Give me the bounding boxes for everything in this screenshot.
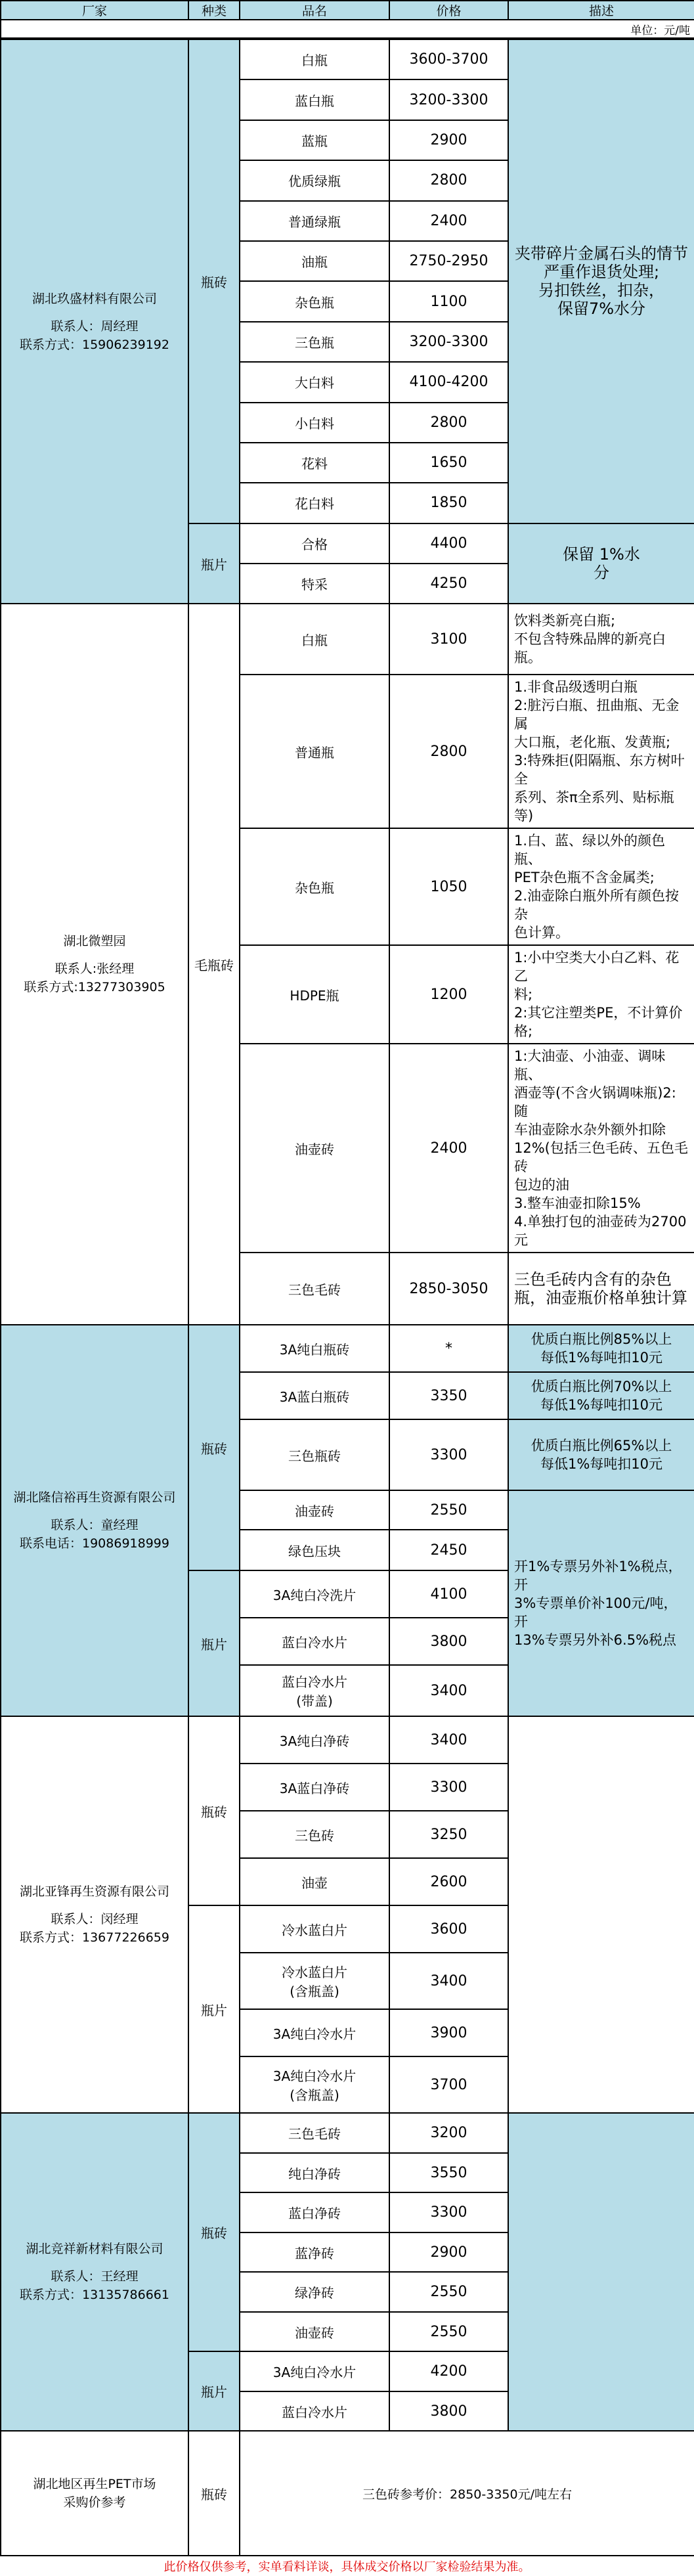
company-name: 湖北竞祥新材料有限公司 [26,2242,163,2257]
note-line: 系列、茶π全系列、贴标瓶等) [514,789,674,824]
unit-row [1,20,694,38]
company-name: 湖北隆信裕再生资源有限公司 [13,1490,176,1505]
description-cell [508,523,694,604]
product-price: 2850-3050 [389,1253,508,1325]
product-price: * [389,1325,508,1372]
company-name: 湖北微塑园 [63,934,126,949]
product-name: 小白料 [240,403,389,443]
description-cell [508,1716,694,2113]
note-line: 1:大油壶、小油壶、调味瓶、 [514,1048,666,1083]
product-name: 蓝白冷水片 [240,2391,389,2432]
product-name: 杂色瓶 [240,281,389,321]
product-price: 3200-3300 [389,79,508,120]
category-cell: 瓶片 [188,1570,240,1716]
category-cell: 瓶砖 [188,1716,240,1905]
note-line: 不包含特殊品牌的新亮白 [514,631,666,648]
product-name: 3A纯白瓶砖 [240,1325,389,1372]
note-line: 1:小中空类大小白乙料、花乙 [514,950,680,985]
product-name: 3A纯白冷水片 (含瓶盖) [240,2056,389,2113]
company-cell [1,1325,188,1716]
product-price: 1650 [389,443,508,483]
note-line: 保留7%水分 [557,300,646,319]
product-name: 蓝白瓶 [240,79,389,120]
product-price: 3550 [389,2153,508,2193]
note-line: 严重作退货处理; [543,263,660,282]
product-name: 三色毛砖 [240,1253,389,1325]
product-name: 纯白净砖 [240,2153,389,2193]
product-name: 合格 [240,523,389,564]
product-name: 冷水蓝白片 [240,1905,389,1953]
note-line: 开1%专票另外补1%税点，开 [514,1559,682,1593]
product-row [1,2113,694,2153]
product-price: 1850 [389,483,508,523]
company-name: 湖北玖盛材料有限公司 [32,291,157,306]
note-line: 优质白瓶比例70%以上 [531,1379,672,1395]
category-cell: 毛瓶砖 [188,604,240,1325]
product-name: 3A纯白冷洗片 [240,1570,389,1618]
note-line: 1.白、蓝、绿以外的颜色瓶、 [514,833,666,868]
product-price: 2400 [389,201,508,241]
product-name: 3A纯白冷水片 [240,2009,389,2056]
product-name: 三色毛砖 [240,2113,389,2153]
description-cell [508,1253,694,1325]
product-price: 3800 [389,1618,508,1665]
product-name: 花料 [240,443,389,483]
description-cell [508,1044,694,1253]
product-name: 白瓶 [240,604,389,675]
category-cell: 瓶砖 [188,39,240,523]
product-name: 蓝白冷水片 (带盖) [240,1665,389,1716]
category-cell: 瓶片 [188,523,240,604]
product-name: 绿净砖 [240,2272,389,2312]
category-cell: 瓶片 [188,1905,240,2113]
product-price: 4100 [389,1570,508,1618]
note-line: 3:特殊拒(阳隔瓶、东方树叶全 [514,753,685,788]
note-line: 保留 1%水 [563,545,640,564]
company-cell [1,39,188,604]
product-price: 4100-4200 [389,362,508,402]
product-price: 2450 [389,1530,508,1570]
product-price: 2550 [389,2312,508,2352]
product-price: 2750-2950 [389,241,508,281]
note-line: 夹带碎片金属石头的情节 [515,244,688,263]
note-line: PET杂色瓶不含金属类; [514,870,655,886]
product-price: 3900 [389,2009,508,2056]
note-line: 车油壶除水杂外额外扣除 [514,1122,666,1138]
product-row [1,604,694,675]
note-line: 三色毛砖内含有的杂色 [514,1270,672,1289]
header-price: 价格 [389,1,508,20]
company-name: 湖北亚锋再生资源有限公司 [19,1884,169,1899]
product-name: 优质绿瓶 [240,160,389,200]
contact-person: 联系人：童经理 [51,1518,139,1533]
product-price: 1100 [389,281,508,321]
description-cell [508,39,694,523]
reference-price: 三色砖参考价：2850-3350元/吨左右 [240,2431,694,2556]
contact-person: 联系人：闵经理 [51,1912,139,1927]
note-line: 瓶。 [514,650,542,666]
header-manufacturer: 厂家 [1,1,188,20]
product-name: 3A纯白冷水片 [240,2351,389,2391]
description-cell [508,604,694,675]
product-price: 4250 [389,564,508,604]
contact-phone: 联系方式:13277303905 [24,980,165,995]
note-line: 色计算。 [514,925,569,941]
contact-person: 联系人：王经理 [51,2269,139,2284]
product-name: 3A蓝白瓶砖 [240,1372,389,1419]
product-name: 油壶砖 [240,1490,389,1530]
note-line: 包边的油 [514,1177,569,1193]
note-line: 酒壶等(不含火锅调味瓶)2:随 [514,1085,676,1120]
note-line: 2:脏污白瓶、扭曲瓶、无金属 [514,698,680,732]
header-category: 种类 [188,1,240,20]
product-price: 2800 [389,160,508,200]
note-line: 4.单独打包的油壶砖为2700元 [514,1214,687,1249]
note-line: 优质白瓶比例85%以上 [531,1331,672,1348]
header-product: 品名 [240,1,389,20]
disclaimer-text: 此价格仅供参考，实单看料详谈，具体成交价格以厂家检验结果为准。 [163,2560,531,2575]
product-name: 花白料 [240,483,389,523]
company-cell [1,2113,188,2431]
product-name: 蓝白净砖 [240,2192,389,2232]
note-line: 分 [594,564,609,583]
note-line: 2.油壶除白瓶外所有颜色按杂 [514,888,680,923]
product-name: 白瓶 [240,39,389,79]
product-name: HDPE瓶 [240,945,389,1044]
product-name: 油壶 [240,1858,389,1905]
product-price: 3700 [389,2056,508,2113]
product-name: 3A纯白净砖 [240,1716,389,1764]
note-line: 大口瓶，老化瓶、发黄瓶; [514,734,671,751]
product-price: 2550 [389,1490,508,1530]
note-line: 每低1%每吨扣10元 [540,1397,663,1413]
note-line: 13%专票另外补6.5%税点 [514,1632,677,1649]
unit-label: 单位：元/吨 [1,20,694,38]
product-price: 2600 [389,1858,508,1905]
product-name: 杂色瓶 [240,828,389,945]
reference-row [1,2431,694,2556]
note-line: 3.整车油壶扣除15% [514,1195,641,1212]
product-name: 油壶砖 [240,2312,389,2352]
note-line: 瓶，油壶瓶价格单独计算 [514,1289,687,1308]
product-name: 油壶砖 [240,1044,389,1253]
description-cell [508,1490,694,1716]
product-price: 3800 [389,2391,508,2432]
product-name: 蓝瓶 [240,120,389,160]
contact-person: 联系人:张经理 [54,962,135,977]
contact-person: 联系人：周经理 [51,319,139,334]
footer-table [0,2556,694,2576]
description-cell [508,675,694,828]
header-description: 描述 [508,1,694,20]
price-table-body [0,39,694,2556]
product-price: 3300 [389,1419,508,1490]
note-line: 另扣铁丝，扣杂， [538,281,664,300]
product-price: 2550 [389,2272,508,2312]
product-price: 3300 [389,1764,508,1811]
note-line: 2:其它注塑类PE，不计算价格; [514,1005,683,1040]
product-name: 普通瓶 [240,675,389,828]
product-name: 三色瓶 [240,322,389,362]
company-cell [1,604,188,1325]
description-cell [508,2113,694,2431]
product-price: 3600-3700 [389,39,508,79]
product-price: 4200 [389,2351,508,2391]
product-price: 3400 [389,1716,508,1764]
product-name: 特采 [240,564,389,604]
note-line: 3%专票单价补100元/吨，开 [514,1595,678,1630]
product-price: 3400 [389,1953,508,2009]
contact-phone: 联系方式：13135786661 [20,2288,169,2303]
note-line: 12%(包括三色毛砖、五色毛砖 [514,1140,688,1175]
product-price: 3250 [389,1811,508,1858]
product-name: 三色砖 [240,1811,389,1858]
company-name: 湖北地区再生PET市场 [33,2477,156,2492]
contact-phone: 联系方式：13677226659 [20,1930,169,1945]
product-price: 3100 [389,604,508,675]
company-subtitle: 采购价参考 [63,2495,126,2510]
product-price: 3200-3300 [389,322,508,362]
note-line: 料; [514,987,533,1003]
product-price: 3600 [389,1905,508,1953]
product-name: 冷水蓝白片 (含瓶盖) [240,1953,389,2009]
price-table [0,0,694,39]
product-price: 2900 [389,120,508,160]
product-price: 2400 [389,1044,508,1253]
product-name: 绿色压块 [240,1530,389,1570]
product-price: 1050 [389,828,508,945]
product-price: 1200 [389,945,508,1044]
product-name: 油瓶 [240,241,389,281]
description-cell [508,945,694,1044]
product-price: 2800 [389,675,508,828]
contact-phone: 联系方式：15906239192 [20,337,169,352]
category-cell: 瓶砖 [188,2113,240,2351]
note-line: 优质白瓶比例65%以上 [531,1438,672,1454]
product-name: 蓝净砖 [240,2232,389,2273]
product-name: 3A蓝白净砖 [240,1764,389,1811]
product-price: 3350 [389,1372,508,1419]
product-name: 蓝白冷水片 [240,1618,389,1665]
note-line: 1.非食品级透明白瓶 [514,679,638,696]
company-cell [1,1716,188,2113]
description-cell [508,1372,694,1419]
category-cell: 瓶砖 [188,2431,240,2556]
note-line: 饮料类新亮白瓶; [514,613,616,629]
company-cell [1,2431,188,2556]
contact-phone: 联系电话：19086918999 [20,1536,169,1551]
product-price: 2900 [389,2232,508,2273]
category-cell: 瓶砖 [188,1325,240,1570]
product-price: 3400 [389,1665,508,1716]
product-name: 大白料 [240,362,389,402]
description-cell [508,828,694,945]
product-row [1,1716,694,1764]
product-name: 普通绿瓶 [240,201,389,241]
category-cell: 瓶片 [188,2351,240,2431]
product-row [1,39,694,79]
description-cell [508,1419,694,1490]
product-price: 4400 [389,523,508,564]
product-name: 三色瓶砖 [240,1419,389,1490]
product-price: 3200 [389,2113,508,2153]
description-cell [508,1325,694,1372]
note-line: 每低1%每吨扣10元 [540,1350,663,1366]
product-price: 2800 [389,403,508,443]
product-row [1,1325,694,1372]
header-row [1,1,694,20]
note-line: 每低1%每吨扣10元 [540,1456,663,1473]
product-price: 3300 [389,2192,508,2232]
